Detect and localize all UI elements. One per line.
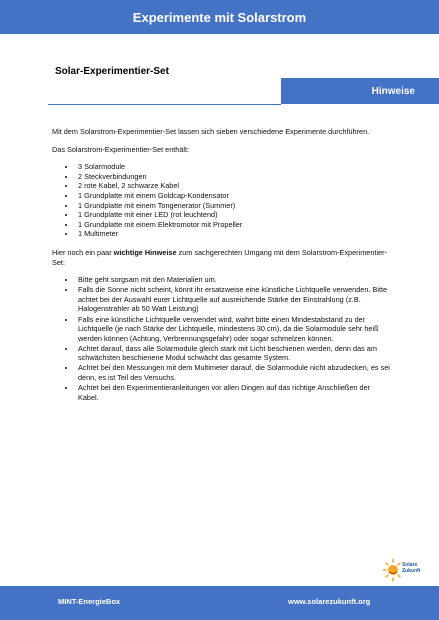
contents-list: [52, 162, 392, 239]
list-item: • Bitte geht sorgsam mit den Materialien um.: [76, 275, 392, 285]
page-title: Experimente mit Solarstrom: [132, 9, 307, 25]
list-item: • 1 Grundplatte mit einem Tongenerator (Summer): [76, 201, 392, 211]
list-item: • Achtet bei den Experimentieranleitungen vor allen Dingen auf das richtige Anschließen der Kabel.: [76, 383, 392, 402]
footer-website-link[interactable]: www.solarezukunft.org: [288, 597, 371, 606]
logo-text: Solare Zukunft: [402, 562, 421, 574]
hinweise-tab: [281, 78, 439, 104]
list-item: • 2 rote Kabel, 2 schwarze Kabel: [76, 181, 392, 191]
section-title: Solar-Experimentier-Set: [55, 66, 169, 77]
header-bar: [0, 0, 439, 34]
footer-left-text: MINT-EnergieBox: [58, 597, 121, 606]
footer-bar: [0, 586, 439, 620]
list-item: • Falls die Sonne nicht scheint, könnt ihr ersatzweise eine künstliche Lichtquelle verwenden. Bitte achtet bei der Auswahl eurer Lichtquelle auf ausreichende Stärke der Einstrahlung (z.B. Halogenstrahler ab 50 Watt Leistung): [76, 285, 392, 314]
list-item: • Falls eine künstliche Lichtquelle verwendet wird, wahrt bitte einen Mindestabstand zu der Lichtquelle (je nach Stärke der Lichtquelle, mindestens 30 cm), da die Solarmodule sehr heiß werden können (Achtung, Verbrennungsgefahr) oder sogar schmelzen können.: [76, 315, 392, 344]
sun-icon: [383, 559, 400, 581]
list-item: • 2 Steckverbindungen: [76, 172, 392, 182]
tips-list: [52, 275, 392, 402]
list-item: • Achtet darauf, dass alle Solarmodule gleich stark mit Licht beschienen werden, denn das am schwächsten beschienene Modul schwächt das gesamte System.: [76, 344, 392, 363]
tips-heading: Hier noch ein paar wichtige Hinweise zum sachgerechten Umgang mit dem Solarstrom-Experimentier-Set:: [52, 247, 387, 267]
hinweise-tab-label: Hinweise: [371, 85, 415, 97]
list-item: • 3 Solarmodule: [76, 162, 392, 172]
list-item: • 1 Multimeter: [76, 229, 392, 239]
contents-heading: Das Solarstrom-Experimentier-Set enthält:: [52, 144, 190, 154]
list-item: • 1 Grundplatte mit einem Goldcap-Kondensator: [76, 191, 392, 201]
section-divider: [48, 104, 281, 105]
document-body: [52, 127, 392, 411]
list-item: • 1 Grundplatte mit einer LED (rot leuchtend): [76, 210, 392, 220]
intro-paragraph: Mit dem Solarstrom-Experimentier-Set lassen sich sieben verschiedene Experimente durchführen.: [52, 127, 370, 136]
list-item: • 1 Grundplatte mit einem Elektromotor mit Propeller: [76, 220, 392, 230]
tips-heading-emphasis: wichtige Hinweise: [113, 247, 177, 257]
list-item: • Achtet bei den Messungen mit dem Multimeter darauf, die Solarmodule nicht abzudecken, es sei denn, es ist Teil des Versuchs.: [76, 363, 392, 382]
